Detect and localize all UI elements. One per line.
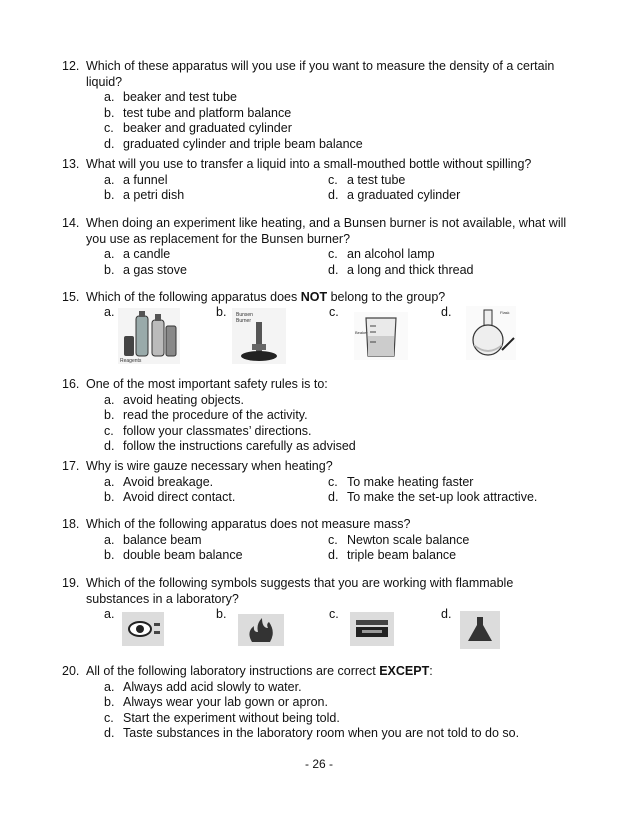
- option-letter-a: a.: [104, 305, 115, 319]
- question-text-cont: substances in a laboratory?: [86, 591, 239, 606]
- svg-text:Beaker: Beaker: [355, 330, 368, 335]
- question-text: One of the most important safety rules is to:: [86, 377, 328, 391]
- option: a. a candle: [104, 247, 171, 262]
- question-17: [62, 459, 582, 506]
- question-number: 19.: [62, 576, 80, 590]
- question-number: 18.: [62, 517, 80, 531]
- option: c. beaker and graduated cylinder: [104, 121, 292, 136]
- option: b. Always wear your lab gown or apron.: [104, 695, 328, 710]
- option: b. double beam balance: [104, 548, 243, 563]
- option: a. avoid heating objects.: [104, 392, 244, 407]
- option: c. a test tube: [328, 172, 406, 187]
- option: d. a graduated cylinder: [328, 188, 461, 203]
- question-14: [62, 216, 582, 278]
- option: a. Always add acid slowly to water.: [104, 679, 302, 694]
- question-number: 17.: [62, 459, 80, 473]
- flame-symbol: [238, 614, 284, 646]
- question-number: 16.: [62, 377, 80, 391]
- svg-text:Burner: Burner: [236, 318, 252, 324]
- option: b. test tube and platform balance: [104, 105, 292, 120]
- option-letter-c: c.: [329, 305, 339, 319]
- question-text-cont: liquid?: [86, 74, 123, 89]
- option: c. Newton scale balance: [328, 532, 470, 547]
- option: a. balance beam: [104, 532, 202, 547]
- option: a. a funnel: [104, 172, 168, 187]
- question-number: 20.: [62, 664, 80, 678]
- option: d. triple beam balance: [328, 548, 457, 563]
- glassware-symbol: [460, 611, 500, 649]
- question-19: [62, 576, 582, 607]
- sharp-object-symbol: [350, 612, 394, 646]
- option: a. beaker and test tube: [104, 90, 237, 105]
- flask-image: [466, 306, 516, 360]
- question-text: What will you use to transfer a liquid into a small-mouthed bottle without spilling?: [86, 157, 532, 171]
- option-letter-c: c.: [329, 607, 339, 621]
- option: c. To make heating faster: [328, 474, 474, 489]
- svg-text:Reagents: Reagents: [120, 358, 142, 364]
- question-text: Why is wire gauze necessary when heating?: [86, 459, 333, 473]
- option-letter-d: d.: [441, 607, 452, 621]
- option: b. read the procedure of the activity.: [104, 408, 308, 423]
- option: b. a gas stove: [104, 262, 187, 277]
- question-18: [62, 517, 582, 564]
- question-20: [62, 664, 582, 742]
- question-16: [62, 377, 582, 455]
- question-number: 12.: [62, 59, 80, 73]
- option: d. a long and thick thread: [328, 262, 474, 277]
- question-number: 14.: [62, 216, 80, 230]
- eye-protection-symbol: [122, 612, 164, 646]
- option: c. Start the experiment without being told.: [104, 710, 340, 725]
- question-15: [62, 290, 582, 306]
- option: d. graduated cylinder and triple beam balance: [104, 136, 363, 151]
- option: b. Avoid direct contact.: [104, 490, 236, 505]
- option: d. Taste substances in the laboratory room when you are not told to do so.: [104, 726, 520, 741]
- question-text: Which of the following apparatus does NOT belong to the group?: [86, 290, 446, 304]
- question-text: Which of the following symbols suggests that you are working with flammable: [86, 576, 514, 590]
- beaker-image: [354, 312, 408, 360]
- option: d. follow the instructions carefully as advised: [104, 439, 356, 454]
- question-text: Which of these apparatus will you use if you want to measure the density of a certain: [86, 59, 555, 73]
- question-text: When doing an experiment like heating, and a Bunsen burner is not available, what will: [86, 216, 567, 230]
- option: c. an alcohol lamp: [328, 247, 435, 262]
- bunsen-burner-image: [232, 308, 286, 364]
- question-text: Which of the following apparatus does not measure mass?: [86, 517, 411, 531]
- question-text-cont: you use as replacement for the Bunsen burner?: [86, 231, 351, 246]
- svg-text:Bunsen: Bunsen: [236, 312, 253, 318]
- question-number: 13.: [62, 157, 80, 171]
- question-text: All of the following laboratory instructions are correct EXCEPT:: [86, 664, 433, 678]
- option-letter-b: b.: [216, 607, 227, 621]
- svg-text:Flask: Flask: [500, 310, 510, 315]
- option-letter-d: d.: [441, 305, 452, 319]
- option-letter-b: b.: [216, 305, 227, 319]
- question-number: 15.: [62, 290, 80, 304]
- question-13: [62, 157, 582, 204]
- option: b. a petri dish: [104, 188, 185, 203]
- option: c. follow your classmates’ directions.: [104, 423, 312, 438]
- option: d. To make the set-up look attractive.: [328, 490, 538, 505]
- option-letter-a: a.: [104, 607, 115, 621]
- reagent-bottles-image: [118, 308, 180, 364]
- page-number: - 26 -: [304, 757, 333, 771]
- question-12: [62, 59, 582, 153]
- option: a. Avoid breakage.: [104, 474, 214, 489]
